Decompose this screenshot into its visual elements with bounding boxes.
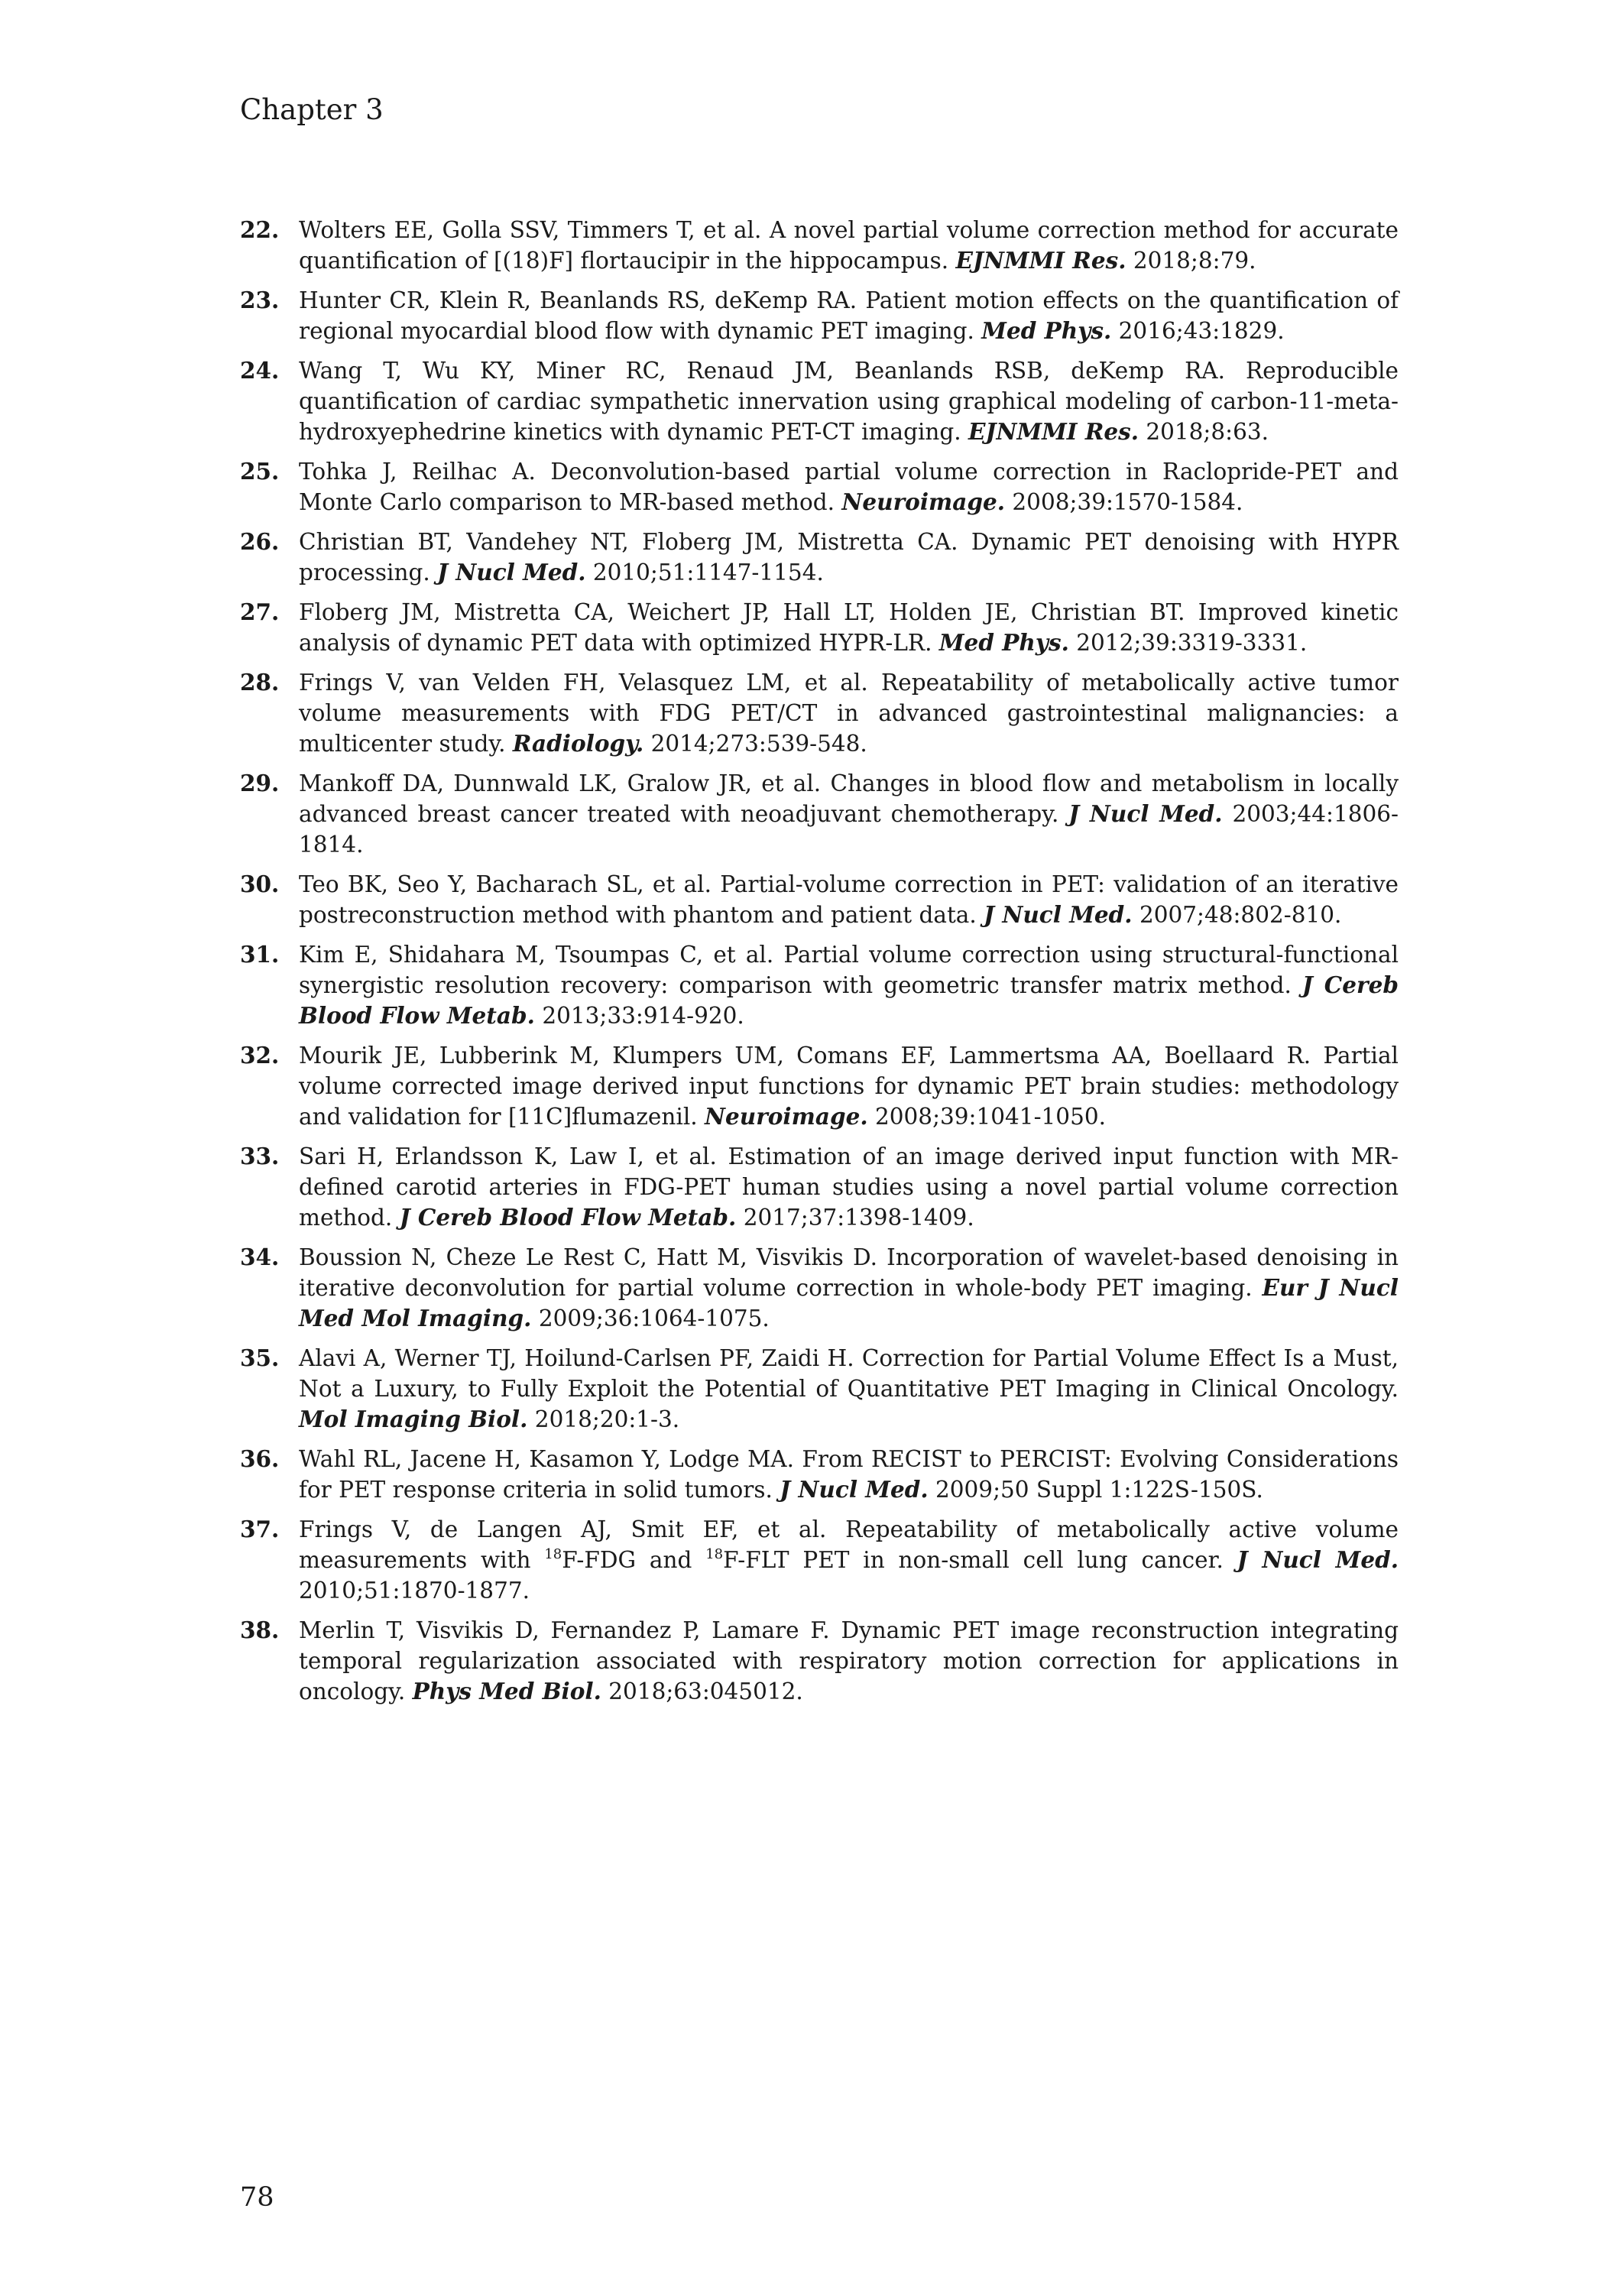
reference-number: 31. — [240, 941, 280, 968]
reference-journal: Med Phys. — [981, 317, 1112, 344]
reference-authors-title: Wahl RL, Jacene H, Kasamon Y, Lodge MA. From RECIST to PERCIST: Evolving Considerations for PET response criteria in solid tumors. — [299, 1446, 1399, 1503]
reference-journal: Mol Imaging Biol. — [299, 1406, 528, 1432]
reference-number: 38. — [240, 1617, 280, 1643]
reference-text — [299, 939, 1399, 1031]
reference-citation: 2018;20:1-3. — [527, 1406, 680, 1432]
reference-journal: J Nucl Med. — [437, 559, 586, 585]
reference-text — [299, 1242, 1399, 1334]
reference-text — [299, 1141, 1399, 1233]
reference-item — [240, 215, 1399, 276]
reference-text — [299, 869, 1399, 930]
reference-number: 25. — [240, 458, 280, 485]
reference-journal: J Cereb Blood Flow Metab. — [299, 971, 1399, 1029]
reference-journal: Radiology. — [512, 730, 644, 757]
reference-journal: Med Phys. — [938, 629, 1069, 656]
reference-citation: 2008;39:1041-1050. — [867, 1104, 1106, 1130]
reference-text — [299, 768, 1399, 860]
reference-item — [240, 456, 1399, 517]
reference-number: 22. — [240, 216, 280, 243]
reference-item — [240, 1040, 1399, 1132]
reference-citation: 2003;44:1806-1814. — [299, 801, 1399, 858]
reference-citation: 2016;43:1829. — [1111, 318, 1285, 344]
reference-number: 28. — [240, 669, 280, 696]
reference-number: 32. — [240, 1042, 280, 1069]
page-number: 78 — [240, 2182, 274, 2213]
reference-authors-title: Sari H, Erlandsson K, Law I, et al. Estimation of an image derived input function with MR-defined carotid arteries in FDG-PET human studies using a novel partial volume correction method. — [299, 1143, 1399, 1231]
reference-text — [299, 1514, 1399, 1606]
reference-number: 33. — [240, 1143, 280, 1169]
reference-authors-title: Frings V, de Langen AJ, Smit EF, et al. Repeatability of metabolically active volume measurements with — [299, 1516, 1399, 1573]
reference-number: 34. — [240, 1244, 280, 1270]
reference-authors-title: Teo BK, Seo Y, Bacharach SL, et al. Partial-volume correction in PET: validation of an iterative postreconstruction method with phantom and patient data. — [299, 871, 1399, 928]
reference-citation: 2009;50 Suppl 1:122S-150S. — [928, 1477, 1263, 1503]
reference-authors-title: Wolters EE, Golla SSV, Timmers T, et al. A novel partial volume correction method for accurate quantification of [(18)F] flortaucipir in the hippocampus. — [299, 217, 1399, 274]
reference-journal: J Nucl Med. — [1237, 1546, 1399, 1573]
reference-item — [240, 1343, 1399, 1435]
reference-text — [299, 1615, 1399, 1707]
reference-authors-title: Mourik JE, Lubberink M, Klumpers UM, Comans EF, Lammertsma AA, Boellaard R. Partial volume corrected image derived input functions for dynamic PET brain studies: methodology and validation for [11C]flumazenil. — [299, 1043, 1399, 1130]
reference-item — [240, 869, 1399, 930]
reference-authors-title: Mankoff DA, Dunnwald LK, Gralow JR, et al. Changes in blood flow and metabolism in locally advanced breast cancer treated with neoadjuvant chemotherapy. — [299, 770, 1399, 827]
reference-number: 29. — [240, 770, 280, 796]
reference-item — [240, 285, 1399, 346]
reference-journal: J Nucl Med. — [1068, 800, 1223, 827]
reference-journal: Neuroimage. — [841, 488, 1006, 515]
reference-authors-title: Kim E, Shidahara M, Tsoumpas C, et al. Partial volume correction using structural-functional synergistic resolution recovery: comparison with geometric transfer matrix method. — [299, 942, 1399, 998]
reference-text — [299, 215, 1399, 276]
reference-item — [240, 1514, 1399, 1606]
reference-item — [240, 355, 1399, 447]
reference-number: 35. — [240, 1344, 280, 1371]
reference-item — [240, 1141, 1399, 1233]
reference-citation: 2018;8:79. — [1126, 248, 1256, 274]
reference-item — [240, 527, 1399, 588]
reference-text — [299, 285, 1399, 346]
reference-authors-title: Merlin T, Visvikis D, Fernandez P, Lamare F. Dynamic PET image reconstruction integrating temporal regularization associated with respiratory motion correction for applications in oncology. — [299, 1617, 1399, 1704]
reference-citation: 2018;63:045012. — [601, 1678, 803, 1704]
reference-text — [299, 597, 1399, 658]
reference-authors-title: Wang T, Wu KY, Miner RC, Renaud JM, Beanlands RSB, deKemp RA. Reproducible quantification of cardiac sympathetic innervation using graphical modeling of carbon-11-meta-hydroxyephedrine kinetics with dynamic PET-CT imaging. — [299, 358, 1399, 445]
reference-authors-title: Floberg JM, Mistretta CA, Weichert JP, Hall LT, Holden JE, Christian BT. Improved kinetic analysis of dynamic PET data with optimized HYPR-LR. — [299, 599, 1399, 656]
reference-journal: J Nucl Med. — [780, 1476, 929, 1503]
reference-citation: 2018;8:63. — [1138, 419, 1269, 445]
reference-item — [240, 1615, 1399, 1707]
reference-text — [299, 1343, 1399, 1435]
reference-item — [240, 939, 1399, 1031]
reference-item — [240, 667, 1399, 759]
reference-journal: J Nucl Med. — [984, 901, 1133, 928]
reference-journal: J Cereb Blood Flow Metab. — [399, 1204, 737, 1231]
reference-authors-title: Hunter CR, Klein R, Beanlands RS, deKemp RA. Patient motion effects on the quantification of regional myocardial blood flow with dynamic PET imaging. — [299, 287, 1399, 344]
reference-journal: EJNMMI Res. — [955, 247, 1126, 274]
reference-citation: 2017;37:1398-1409. — [736, 1205, 974, 1231]
reference-number: 26. — [240, 528, 280, 555]
running-head: Chapter 3 — [240, 93, 384, 126]
reference-text — [299, 456, 1399, 517]
reference-item — [240, 597, 1399, 658]
reference-text — [299, 667, 1399, 759]
reference-citation: 2010;51:1870-1877. — [299, 1578, 530, 1604]
reference-number: 27. — [240, 598, 280, 625]
reference-title-part: F-FLT PET in non-small cell lung cancer. — [723, 1547, 1237, 1573]
reference-item — [240, 768, 1399, 860]
isotope-superscript: 18 — [705, 1546, 724, 1562]
reference-citation: 2010;51:1147-1154. — [585, 559, 824, 585]
reference-citation: 2014;273:539-548. — [643, 731, 867, 757]
reference-text — [299, 1040, 1399, 1132]
reference-title-part: F-FDG and — [562, 1547, 706, 1573]
reference-authors-title: Alavi A, Werner TJ, Hoilund-Carlsen PF, Zaidi H. Correction for Partial Volume Effect Is a Must, Not a Luxury, to Fully Exploit the Potential of Quantitative PET Imaging in Clinical Oncology. — [299, 1345, 1399, 1402]
reference-authors-title: Frings V, van Velden FH, Velasquez LM, et al. Repeatability of metabolically active tumor volume measurements with FDG PET/CT in advanced gastrointestinal malignancies: a multicenter study. — [299, 670, 1399, 757]
reference-list — [240, 215, 1399, 1716]
reference-journal: Phys Med Biol. — [412, 1678, 601, 1704]
reference-number: 30. — [240, 871, 280, 897]
reference-number: 23. — [240, 287, 280, 313]
reference-authors-title: Boussion N, Cheze Le Rest C, Hatt M, Visvikis D. Incorporation of wavelet-based denoising in iterative deconvolution for partial volume correction in whole-body PET imaging. — [299, 1244, 1399, 1301]
reference-text — [299, 527, 1399, 588]
reference-text — [299, 355, 1399, 447]
reference-authors-title: Tohka J, Reilhac A. Deconvolution-based partial volume correction in Raclopride-PET and Monte Carlo comparison to MR-based method. — [299, 459, 1399, 515]
reference-text — [299, 1444, 1399, 1505]
reference-citation: 2008;39:1570-1584. — [1005, 489, 1243, 515]
reference-number: 37. — [240, 1516, 280, 1542]
reference-citation: 2009;36:1064-1075. — [531, 1305, 770, 1331]
reference-citation: 2012;39:3319-3331. — [1068, 630, 1308, 656]
isotope-superscript: 18 — [544, 1546, 562, 1562]
reference-number: 36. — [240, 1445, 280, 1472]
reference-journal: EJNMMI Res. — [968, 418, 1139, 445]
reference-citation: 2013;33:914-920. — [534, 1003, 744, 1029]
reference-item — [240, 1444, 1399, 1505]
reference-journal: Neuroimage. — [705, 1103, 868, 1130]
reference-journal: Eur J Nucl Med Mol Imaging. — [299, 1274, 1399, 1331]
reference-authors-title: Christian BT, Vandehey NT, Floberg JM, Mistretta CA. Dynamic PET denoising with HYPR processing. — [299, 529, 1399, 585]
reference-number: 24. — [240, 357, 280, 384]
reference-citation: 2007;48:802-810. — [1132, 902, 1342, 928]
reference-item — [240, 1242, 1399, 1334]
